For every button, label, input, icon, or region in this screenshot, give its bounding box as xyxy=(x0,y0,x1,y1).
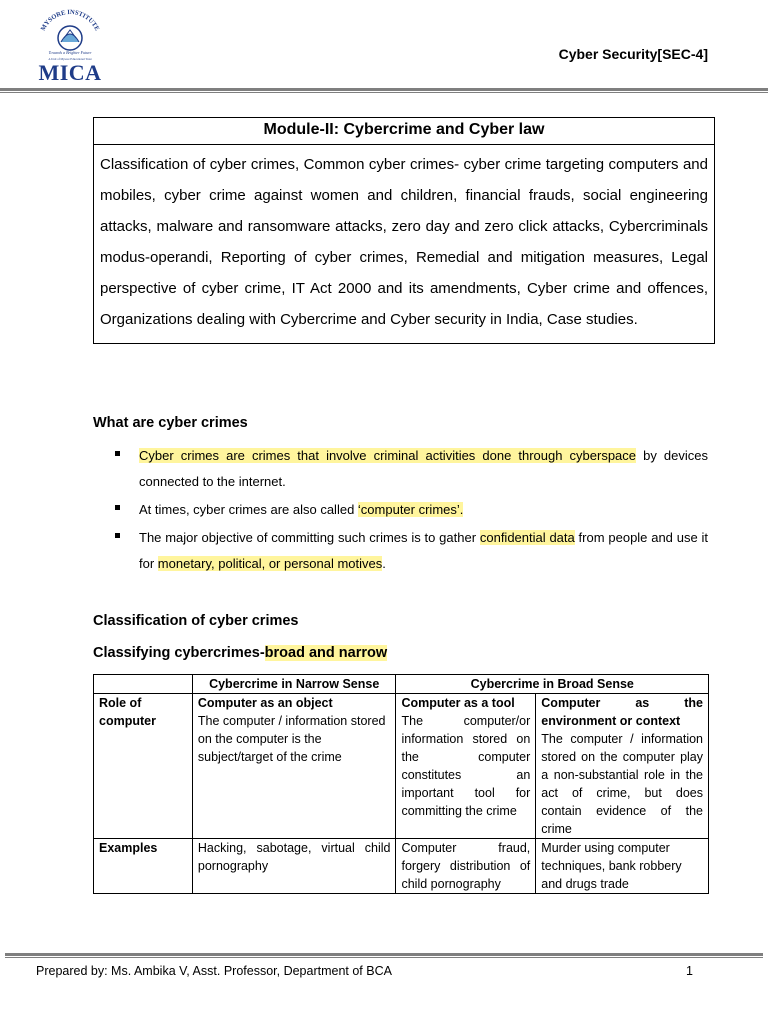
bullet-text: from people and use it for xyxy=(139,530,708,571)
cell-title: Computer as a tool xyxy=(401,696,515,710)
highlighted-text: broad and narrow xyxy=(264,645,388,661)
highlighted-text: confidential data xyxy=(479,530,575,545)
classification-subheading xyxy=(93,645,387,661)
highlighted-text: ‘computer crimes’. xyxy=(357,502,464,517)
definition-bullet-list xyxy=(115,443,708,579)
narrow-role-cell xyxy=(192,694,396,839)
cell-text: The computer/or information stored on the computer constitutes an important tool for committing the crime xyxy=(401,714,531,818)
svg-text:MYSORE INSTITUTE xyxy=(40,9,101,32)
table-corner-cell xyxy=(94,675,193,694)
logo-tagline: Towards a Brighter Future xyxy=(48,50,92,55)
header-divider-thin xyxy=(0,92,768,93)
cell-text: The computer / information stored on the computer is the subject/target of the crime xyxy=(197,714,386,764)
logo-arc-text: MYSORE INSTITUTE xyxy=(39,8,101,33)
logo-sub-text: A Unit of Mysore Educational Trust xyxy=(48,57,92,61)
highlighted-text: monetary, political, or personal motives xyxy=(157,556,383,571)
bullet-text: by devices connected to the internet. xyxy=(139,448,708,489)
page-number: 1 xyxy=(686,964,693,978)
list-item xyxy=(115,525,708,577)
module-description: Classification of cyber crimes, Common cyber crimes- cyber crime targeting computers and mobiles, cyber crime against women and children, financial frauds, social engineering attacks, malware and ransomware attacks, zero day and zero click attacks, Cybercriminals modus-operandi, Reporting of cyber crimes, Remedial and mitigation measures, Legal perspective of cyber crime, IT Act 2000 and its amendments, Cyber crime and offences, Organizations dealing with Cybercrime and Cyber security in India, Case studies. xyxy=(100,156,708,328)
module-syllabus-box xyxy=(93,117,715,344)
bullet-text: At times, cyber crimes are also called xyxy=(139,502,358,517)
broad-sense-header: Cybercrime in Broad Sense xyxy=(396,675,709,694)
logo-emblem-icon xyxy=(30,8,110,64)
header-divider xyxy=(0,88,768,91)
tool-role-cell xyxy=(396,694,536,839)
footer-divider xyxy=(5,953,763,956)
footer-prepared-by: Prepared by: Ms. Ambika V, Asst. Professor, Department of BCA xyxy=(36,964,392,978)
highlighted-text: Cyber crimes are crimes that involve criminal activities done through cyberspace xyxy=(139,448,637,463)
narrow-examples-cell: Hacking, sabotage, virtual child pornography xyxy=(192,839,396,894)
bullet-text: . xyxy=(382,556,386,571)
cybercrime-classification-table xyxy=(93,674,709,894)
subheading-text: Classifying cybercrimes- xyxy=(93,645,265,661)
logo-wordmark: MICA xyxy=(38,60,102,85)
course-title: Cyber Security[SEC-4] xyxy=(558,46,708,62)
table-row xyxy=(94,694,709,839)
row-label-role: Role of computer xyxy=(94,694,193,839)
bullet-text: The major objective of committing such crimes is to gather xyxy=(139,530,480,545)
classification-heading: Classification of cyber crimes xyxy=(93,613,299,629)
environment-examples-cell: Murder using computer techniques, bank robbery and drugs trade xyxy=(536,839,709,894)
list-item xyxy=(115,443,708,495)
table-row xyxy=(94,839,709,894)
cell-title: Computer as an object xyxy=(197,696,333,710)
cell-title: Computer as the environment or context xyxy=(541,696,703,728)
table-header-row xyxy=(94,675,709,694)
narrow-sense-header: Cybercrime in Narrow Sense xyxy=(192,675,396,694)
tool-examples-cell: Computer fraud, forgery distribution of child pornography xyxy=(396,839,536,894)
row-label-examples: Examples xyxy=(94,839,193,894)
list-item xyxy=(115,497,708,523)
mica-logo xyxy=(30,8,110,84)
environment-role-cell xyxy=(536,694,709,839)
what-heading: What are cyber crimes xyxy=(93,415,248,431)
cell-text: The computer / information stored on the computer play a non-substantial role in the act of crime, but does contain evidence of the crime xyxy=(541,732,703,836)
footer-divider-thin xyxy=(5,957,763,958)
module-title: Module-II: Cybercrime and Cyber law xyxy=(94,118,714,145)
